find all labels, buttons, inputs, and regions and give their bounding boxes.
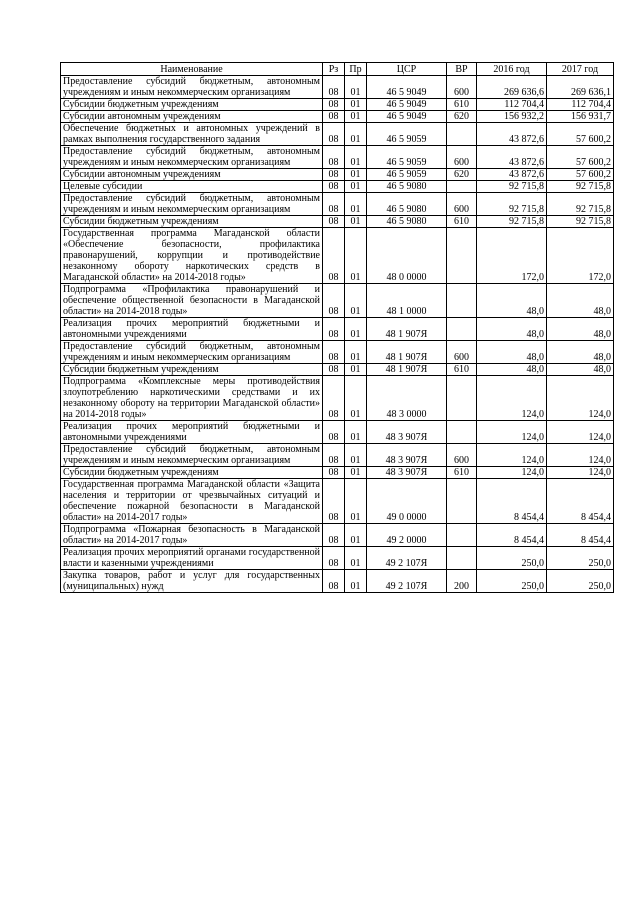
cell-vr bbox=[447, 181, 477, 193]
cell-rz: 08 bbox=[323, 216, 345, 228]
cell-2016: 124,0 bbox=[477, 376, 547, 421]
cell-rz: 08 bbox=[323, 181, 345, 193]
cell-name: Предоставление субсидий бюджетным, автономным учреждениям и иным некоммерческим организациям bbox=[61, 444, 323, 467]
cell-2017: 48,0 bbox=[547, 364, 614, 376]
cell-vr bbox=[447, 318, 477, 341]
cell-2017: 48,0 bbox=[547, 284, 614, 318]
cell-pr: 01 bbox=[345, 181, 367, 193]
cell-csr: 46 5 9080 bbox=[367, 216, 447, 228]
cell-pr: 01 bbox=[345, 364, 367, 376]
cell-2017: 48,0 bbox=[547, 341, 614, 364]
cell-csr: 46 5 9049 bbox=[367, 111, 447, 123]
cell-2017: 112 704,4 bbox=[547, 99, 614, 111]
cell-pr: 01 bbox=[345, 570, 367, 593]
cell-2016: 48,0 bbox=[477, 341, 547, 364]
cell-pr: 01 bbox=[345, 547, 367, 570]
cell-pr: 01 bbox=[345, 341, 367, 364]
cell-vr bbox=[447, 284, 477, 318]
cell-vr bbox=[447, 547, 477, 570]
cell-2016: 43 872,6 bbox=[477, 123, 547, 146]
table-row bbox=[61, 479, 614, 524]
cell-name: Предоставление субсидий бюджетным, автономным учреждениям и иным некоммерческим организациям bbox=[61, 146, 323, 169]
cell-2016: 43 872,6 bbox=[477, 169, 547, 181]
cell-vr bbox=[447, 479, 477, 524]
cell-csr: 49 0 0000 bbox=[367, 479, 447, 524]
cell-pr: 01 bbox=[345, 123, 367, 146]
cell-csr: 46 5 9049 bbox=[367, 99, 447, 111]
cell-csr: 48 1 907Я bbox=[367, 341, 447, 364]
cell-2017: 250,0 bbox=[547, 547, 614, 570]
cell-vr: 200 bbox=[447, 570, 477, 593]
cell-name: Предоставление субсидий бюджетным, автономным учреждениям и иным некоммерческим организациям bbox=[61, 341, 323, 364]
cell-csr: 49 2 107Я bbox=[367, 547, 447, 570]
cell-vr bbox=[447, 421, 477, 444]
table-row bbox=[61, 228, 614, 284]
cell-csr: 48 3 0000 bbox=[367, 376, 447, 421]
cell-name: Реализация прочих мероприятий бюджетными и автономными учреждениями bbox=[61, 318, 323, 341]
table-row bbox=[61, 169, 614, 181]
cell-vr: 610 bbox=[447, 99, 477, 111]
cell-rz: 08 bbox=[323, 123, 345, 146]
cell-2017: 124,0 bbox=[547, 444, 614, 467]
cell-name: Реализация прочих мероприятий бюджетными и автономными учреждениями bbox=[61, 421, 323, 444]
header-pr: Пр bbox=[345, 63, 367, 76]
cell-vr: 620 bbox=[447, 111, 477, 123]
cell-vr bbox=[447, 228, 477, 284]
cell-name: Субсидии автономным учреждениям bbox=[61, 169, 323, 181]
cell-2016: 92 715,8 bbox=[477, 216, 547, 228]
cell-rz: 08 bbox=[323, 193, 345, 216]
cell-name: Обеспечение бюджетных и автономных учреждений в рамках выполнения государственного задания bbox=[61, 123, 323, 146]
cell-2016: 124,0 bbox=[477, 467, 547, 479]
cell-name: Субсидии бюджетным учреждениям bbox=[61, 467, 323, 479]
table-row bbox=[61, 284, 614, 318]
cell-vr: 600 bbox=[447, 341, 477, 364]
cell-rz: 08 bbox=[323, 570, 345, 593]
cell-csr: 48 1 907Я bbox=[367, 364, 447, 376]
cell-name: Закупка товаров, работ и услуг для государственных (муниципальных) нужд bbox=[61, 570, 323, 593]
table-row bbox=[61, 364, 614, 376]
header-2017: 2017 год bbox=[547, 63, 614, 76]
cell-2017: 57 600,2 bbox=[547, 146, 614, 169]
cell-pr: 01 bbox=[345, 228, 367, 284]
cell-csr: 48 1 0000 bbox=[367, 284, 447, 318]
table-row bbox=[61, 111, 614, 123]
cell-csr: 46 5 9049 bbox=[367, 76, 447, 99]
cell-pr: 01 bbox=[345, 421, 367, 444]
cell-csr: 49 2 0000 bbox=[367, 524, 447, 547]
cell-rz: 08 bbox=[323, 479, 345, 524]
cell-pr: 01 bbox=[345, 99, 367, 111]
cell-name: Субсидии бюджетным учреждениям bbox=[61, 99, 323, 111]
cell-name: Подпрограмма «Профилактика правонарушений и обеспечение общественной безопасности в Магаданской области» на 2014-2018 годы» bbox=[61, 284, 323, 318]
header-rz: Рз bbox=[323, 63, 345, 76]
table-row bbox=[61, 570, 614, 593]
header-csr: ЦСР bbox=[367, 63, 447, 76]
cell-2017: 57 600,2 bbox=[547, 169, 614, 181]
cell-rz: 08 bbox=[323, 524, 345, 547]
cell-2016: 124,0 bbox=[477, 421, 547, 444]
cell-name: Предоставление субсидий бюджетным, автономным учреждениям и иным некоммерческим организациям bbox=[61, 76, 323, 99]
cell-rz: 08 bbox=[323, 228, 345, 284]
cell-vr bbox=[447, 123, 477, 146]
cell-csr: 48 3 907Я bbox=[367, 467, 447, 479]
cell-csr: 48 0 0000 bbox=[367, 228, 447, 284]
cell-rz: 08 bbox=[323, 146, 345, 169]
cell-name: Предоставление субсидий бюджетным, автономным учреждениям и иным некоммерческим организациям bbox=[61, 193, 323, 216]
cell-rz: 08 bbox=[323, 376, 345, 421]
cell-2017: 156 931,7 bbox=[547, 111, 614, 123]
table-row bbox=[61, 467, 614, 479]
cell-name: Государственная программа Магаданской области «Обеспечение безопасности, профилактика правонарушений, коррупции и противодействие незаконному обороту наркотических средств в Магаданской области» на 2014-2018 годы» bbox=[61, 228, 323, 284]
cell-2017: 124,0 bbox=[547, 467, 614, 479]
cell-2017: 172,0 bbox=[547, 228, 614, 284]
budget-table bbox=[60, 62, 614, 593]
cell-2016: 269 636,6 bbox=[477, 76, 547, 99]
cell-vr bbox=[447, 376, 477, 421]
cell-2016: 48,0 bbox=[477, 284, 547, 318]
cell-2017: 92 715,8 bbox=[547, 193, 614, 216]
cell-2016: 8 454,4 bbox=[477, 524, 547, 547]
table-row bbox=[61, 76, 614, 99]
cell-rz: 08 bbox=[323, 444, 345, 467]
cell-rz: 08 bbox=[323, 547, 345, 570]
cell-csr: 46 5 9059 bbox=[367, 123, 447, 146]
header-2016: 2016 год bbox=[477, 63, 547, 76]
cell-rz: 08 bbox=[323, 318, 345, 341]
cell-2017: 48,0 bbox=[547, 318, 614, 341]
cell-vr: 600 bbox=[447, 76, 477, 99]
cell-2017: 124,0 bbox=[547, 421, 614, 444]
cell-csr: 49 2 107Я bbox=[367, 570, 447, 593]
cell-2016: 124,0 bbox=[477, 444, 547, 467]
cell-pr: 01 bbox=[345, 444, 367, 467]
cell-2017: 124,0 bbox=[547, 376, 614, 421]
document-page bbox=[60, 62, 613, 593]
cell-csr: 48 3 907Я bbox=[367, 444, 447, 467]
cell-rz: 08 bbox=[323, 76, 345, 99]
cell-csr: 46 5 9059 bbox=[367, 169, 447, 181]
cell-rz: 08 bbox=[323, 421, 345, 444]
cell-2017: 92 715,8 bbox=[547, 216, 614, 228]
cell-csr: 48 1 907Я bbox=[367, 318, 447, 341]
cell-name: Подпрограмма «Комплексные меры противодействия злоупотреблению наркотическими средствами и их незаконному обороту на территории Магаданской области» на 2014-2018 годы» bbox=[61, 376, 323, 421]
cell-2016: 48,0 bbox=[477, 364, 547, 376]
cell-2017: 8 454,4 bbox=[547, 524, 614, 547]
cell-2016: 92 715,8 bbox=[477, 181, 547, 193]
header-vr: ВР bbox=[447, 63, 477, 76]
cell-2016: 156 932,2 bbox=[477, 111, 547, 123]
cell-vr: 610 bbox=[447, 364, 477, 376]
cell-pr: 01 bbox=[345, 467, 367, 479]
table-row bbox=[61, 146, 614, 169]
cell-pr: 01 bbox=[345, 216, 367, 228]
cell-rz: 08 bbox=[323, 364, 345, 376]
table-row bbox=[61, 524, 614, 547]
cell-rz: 08 bbox=[323, 169, 345, 181]
cell-vr: 620 bbox=[447, 169, 477, 181]
table-row bbox=[61, 318, 614, 341]
cell-2017: 57 600,2 bbox=[547, 123, 614, 146]
table-row bbox=[61, 376, 614, 421]
cell-pr: 01 bbox=[345, 111, 367, 123]
cell-csr: 46 5 9059 bbox=[367, 146, 447, 169]
cell-pr: 01 bbox=[345, 146, 367, 169]
cell-2016: 112 704,4 bbox=[477, 99, 547, 111]
cell-vr: 600 bbox=[447, 193, 477, 216]
cell-2016: 250,0 bbox=[477, 570, 547, 593]
cell-vr: 600 bbox=[447, 444, 477, 467]
cell-csr: 46 5 9080 bbox=[367, 193, 447, 216]
cell-pr: 01 bbox=[345, 76, 367, 99]
cell-name: Государственная программа Магаданской области «Защита населения и территории от чрезвычайных ситуаций и обеспечение пожарной безопасности в Магаданской области» на 2014-2017 годы» bbox=[61, 479, 323, 524]
table-row bbox=[61, 341, 614, 364]
table-header-row bbox=[61, 63, 614, 76]
cell-name: Подпрограмма «Пожарная безопасность в Магаданской области» на 2014-2017 годы» bbox=[61, 524, 323, 547]
cell-name: Субсидии бюджетным учреждениям bbox=[61, 216, 323, 228]
cell-name: Субсидии бюджетным учреждениям bbox=[61, 364, 323, 376]
cell-pr: 01 bbox=[345, 524, 367, 547]
cell-rz: 08 bbox=[323, 341, 345, 364]
cell-2017: 8 454,4 bbox=[547, 479, 614, 524]
cell-2017: 250,0 bbox=[547, 570, 614, 593]
table-row bbox=[61, 216, 614, 228]
cell-2016: 48,0 bbox=[477, 318, 547, 341]
cell-2016: 8 454,4 bbox=[477, 479, 547, 524]
cell-pr: 01 bbox=[345, 318, 367, 341]
cell-vr: 600 bbox=[447, 146, 477, 169]
cell-rz: 08 bbox=[323, 284, 345, 318]
cell-rz: 08 bbox=[323, 99, 345, 111]
cell-2016: 92 715,8 bbox=[477, 193, 547, 216]
cell-rz: 08 bbox=[323, 111, 345, 123]
table-row bbox=[61, 444, 614, 467]
table-row bbox=[61, 193, 614, 216]
cell-2016: 43 872,6 bbox=[477, 146, 547, 169]
cell-pr: 01 bbox=[345, 284, 367, 318]
cell-name: Реализация прочих мероприятий органами государственной власти и казенными учреждениями bbox=[61, 547, 323, 570]
cell-pr: 01 bbox=[345, 479, 367, 524]
table-row bbox=[61, 123, 614, 146]
cell-2017: 92 715,8 bbox=[547, 181, 614, 193]
cell-2016: 172,0 bbox=[477, 228, 547, 284]
cell-pr: 01 bbox=[345, 169, 367, 181]
table-body bbox=[61, 76, 614, 593]
header-name: Наименование bbox=[61, 63, 323, 76]
cell-vr bbox=[447, 524, 477, 547]
cell-vr: 610 bbox=[447, 467, 477, 479]
cell-pr: 01 bbox=[345, 376, 367, 421]
cell-name: Целевые субсидии bbox=[61, 181, 323, 193]
table-row bbox=[61, 99, 614, 111]
cell-name: Субсидии автономным учреждениям bbox=[61, 111, 323, 123]
table-row bbox=[61, 181, 614, 193]
cell-2016: 250,0 bbox=[477, 547, 547, 570]
cell-csr: 46 5 9080 bbox=[367, 181, 447, 193]
table-row bbox=[61, 547, 614, 570]
cell-vr: 610 bbox=[447, 216, 477, 228]
table-row bbox=[61, 421, 614, 444]
cell-csr: 48 3 907Я bbox=[367, 421, 447, 444]
cell-pr: 01 bbox=[345, 193, 367, 216]
cell-rz: 08 bbox=[323, 467, 345, 479]
cell-2017: 269 636,1 bbox=[547, 76, 614, 99]
